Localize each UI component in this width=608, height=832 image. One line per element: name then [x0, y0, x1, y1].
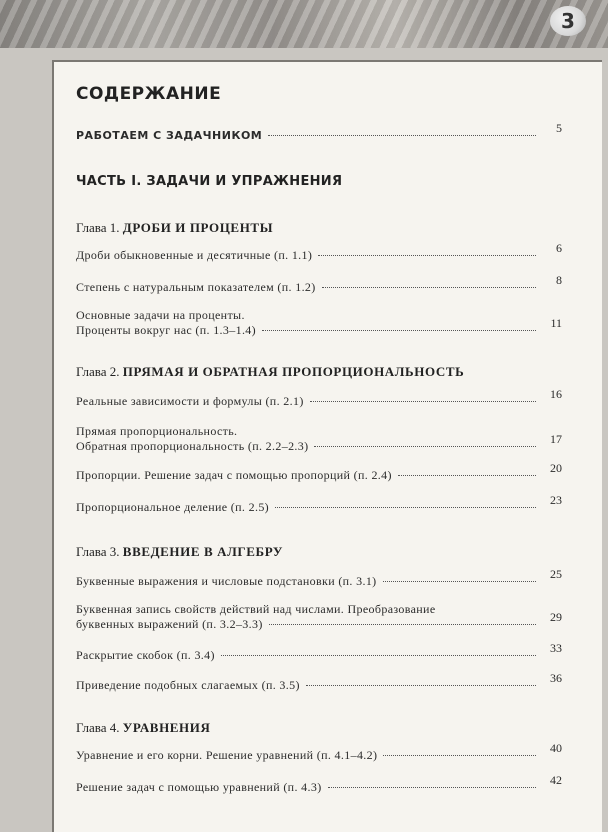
- chapter-number: Глава 4.: [76, 720, 120, 735]
- leader-dots: [310, 401, 536, 402]
- chapter-3-title: [76, 544, 283, 560]
- leader-dots: [306, 685, 536, 686]
- toc-entry-text: Дроби обыкновенные и десятичные (п. 1.1): [76, 248, 313, 262]
- toc-entry[interactable]: [76, 602, 562, 632]
- chapter-1-title: [76, 220, 273, 236]
- toc-page-number: 16: [550, 387, 562, 401]
- chapter-number: Глава 2.: [76, 364, 120, 379]
- toc-page-number: 36: [550, 671, 562, 685]
- toc-page-number: 5: [556, 121, 562, 135]
- leader-dots: [328, 787, 536, 788]
- toc-entry-text: буквенных выражений (п. 3.2–3.3): [76, 617, 263, 631]
- toc-entry[interactable]: [76, 241, 562, 263]
- toc-entry-text: Буквенные выражения и числовые подстановки (п. 3.1): [76, 574, 377, 588]
- toc-page-number: 33: [550, 641, 562, 655]
- toc-entry-intro[interactable]: [76, 121, 562, 143]
- chapter-4-title: [76, 720, 210, 736]
- toc-page-number: 42: [550, 773, 562, 787]
- toc-page-number: 23: [550, 493, 562, 507]
- leader-dots: [318, 255, 536, 256]
- toc-entry[interactable]: [76, 671, 562, 693]
- leader-dots: [221, 655, 536, 656]
- chapter-name: ПРЯМАЯ И ОБРАТНАЯ ПРОПОРЦИОНАЛЬНОСТЬ: [122, 364, 465, 379]
- leader-dots: [383, 581, 536, 582]
- toc-entry-text: Реальные зависимости и формулы (п. 2.1): [76, 394, 304, 408]
- toc-page-number: 17: [550, 432, 562, 446]
- toc-entry[interactable]: [76, 773, 562, 795]
- toc-entry[interactable]: [76, 461, 562, 483]
- decorative-banner: [0, 0, 608, 48]
- toc-entry-text: Пропорциональное деление (п. 2.5): [76, 500, 270, 514]
- page-number: 3: [550, 6, 586, 36]
- toc-entry-text: Обратная пропорциональность (п. 2.2–2.3): [76, 439, 309, 453]
- leader-dots: [314, 446, 536, 447]
- toc-entry-text: Пропорции. Решение задач с помощью пропорций (п. 2.4): [76, 468, 392, 482]
- toc-entry[interactable]: [76, 273, 562, 295]
- toc-entry[interactable]: [76, 567, 562, 589]
- toc-entry-text: РАБОТАЕМ С ЗАДАЧНИКОМ: [76, 129, 263, 142]
- leader-dots: [268, 135, 536, 136]
- toc-entry[interactable]: [76, 741, 562, 763]
- leader-dots: [398, 475, 536, 476]
- chapter-name: УРАВНЕНИЯ: [122, 720, 211, 735]
- leader-dots: [269, 624, 536, 625]
- contents-title: СОДЕРЖАНИЕ: [76, 84, 222, 104]
- toc-entry[interactable]: [76, 493, 562, 515]
- toc-page-number: 11: [550, 316, 562, 330]
- toc-entry-text: Приведение подобных слагаемых (п. 3.5): [76, 678, 300, 692]
- chapter-name: ВВЕДЕНИЕ В АЛГЕБРУ: [122, 544, 284, 559]
- chapter-2-title: [76, 364, 464, 380]
- toc-entry[interactable]: [76, 387, 562, 409]
- toc-page-number: 40: [550, 741, 562, 755]
- toc-entry-line1: Прямая пропорциональность.: [76, 424, 238, 438]
- toc-page-number: 25: [550, 567, 562, 581]
- toc-entry-line1: Основные задачи на проценты.: [76, 308, 245, 322]
- toc-entry[interactable]: [76, 308, 562, 338]
- toc-entry-text: Проценты вокруг нас (п. 1.3–1.4): [76, 323, 257, 337]
- toc-entry-text: Решение задач с помощью уравнений (п. 4.3): [76, 780, 322, 794]
- leader-dots: [383, 755, 536, 756]
- chapter-number: Глава 1.: [76, 220, 120, 235]
- toc-page-number: 20: [550, 461, 562, 475]
- toc-entry-text: Раскрытие скобок (п. 3.4): [76, 648, 215, 662]
- part-title: ЧАСТЬ I. ЗАДАЧИ И УПРАЖНЕНИЯ: [76, 174, 343, 189]
- chapter-number: Глава 3.: [76, 544, 120, 559]
- toc-page-number: 6: [556, 241, 562, 255]
- toc-entry[interactable]: [76, 424, 562, 454]
- toc-entry-text: Уравнение и его корни. Решение уравнений (п. 4.1–4.2): [76, 748, 378, 762]
- contents-page: [52, 60, 602, 832]
- toc-entry-line1: Буквенная запись свойств действий над числами. Преобразование: [76, 602, 436, 616]
- leader-dots: [322, 287, 536, 288]
- leader-dots: [275, 507, 536, 508]
- toc-page-number: 8: [556, 273, 562, 287]
- toc-entry-text: Степень с натуральным показателем (п. 1.2): [76, 280, 316, 294]
- toc-entry[interactable]: [76, 641, 562, 663]
- leader-dots: [262, 330, 536, 331]
- toc-page-number: 29: [550, 610, 562, 624]
- chapter-name: ДРОБИ И ПРОЦЕНТЫ: [122, 220, 274, 235]
